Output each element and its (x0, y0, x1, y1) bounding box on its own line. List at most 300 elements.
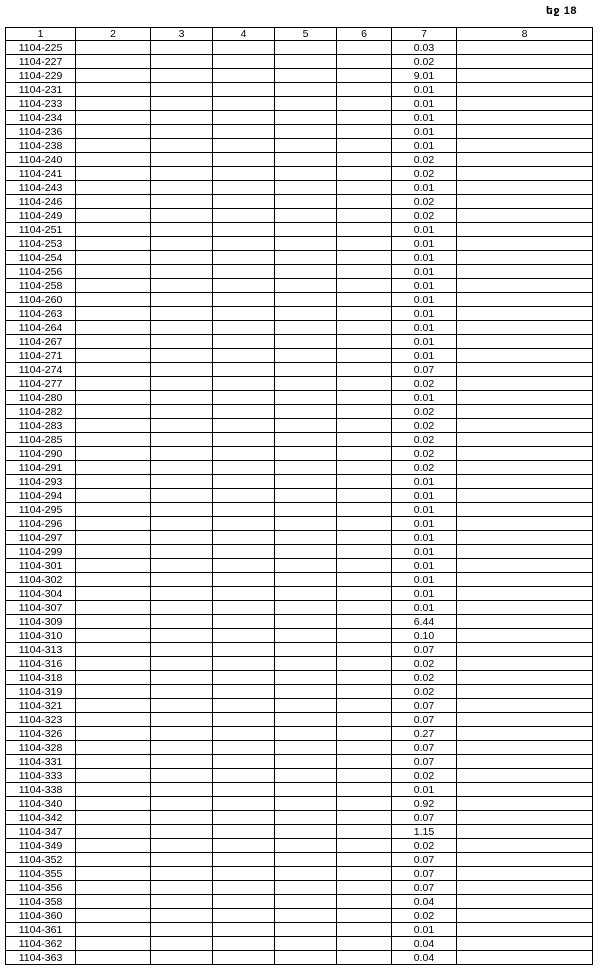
empty-cell (76, 503, 151, 517)
row-value-cell: 0.01 (392, 517, 457, 531)
empty-cell (275, 447, 337, 461)
empty-cell (213, 601, 275, 615)
table-row (6, 363, 593, 377)
empty-cell (457, 433, 593, 447)
row-code-cell: 1104-285 (6, 433, 76, 447)
row-code-cell: 1104-234 (6, 111, 76, 125)
empty-cell (213, 433, 275, 447)
empty-cell (275, 517, 337, 531)
empty-cell (457, 895, 593, 909)
empty-cell (457, 811, 593, 825)
empty-cell (457, 307, 593, 321)
empty-cell (213, 769, 275, 783)
empty-cell (275, 727, 337, 741)
empty-cell (76, 615, 151, 629)
empty-cell (213, 517, 275, 531)
empty-cell (337, 83, 392, 97)
empty-cell (275, 839, 337, 853)
empty-cell (76, 461, 151, 475)
empty-cell (151, 657, 213, 671)
empty-cell (213, 293, 275, 307)
empty-cell (76, 685, 151, 699)
row-code-cell: 1104-267 (6, 335, 76, 349)
column-header-1: 1 (6, 28, 76, 41)
table-row (6, 181, 593, 195)
empty-cell (151, 139, 213, 153)
empty-cell (151, 867, 213, 881)
row-code-cell: 1104-326 (6, 727, 76, 741)
row-value-cell: 0.01 (392, 251, 457, 265)
table-row (6, 41, 593, 55)
empty-cell (275, 167, 337, 181)
empty-cell (457, 391, 593, 405)
empty-cell (151, 909, 213, 923)
row-value-cell: 0.02 (392, 153, 457, 167)
empty-cell (151, 293, 213, 307)
empty-cell (213, 671, 275, 685)
empty-cell (151, 825, 213, 839)
row-code-cell: 1104-310 (6, 629, 76, 643)
table-row (6, 699, 593, 713)
empty-cell (76, 811, 151, 825)
empty-cell (213, 573, 275, 587)
empty-cell (275, 97, 337, 111)
empty-cell (337, 671, 392, 685)
table-row (6, 573, 593, 587)
row-code-cell: 1104-323 (6, 713, 76, 727)
empty-cell (213, 139, 275, 153)
row-code-cell: 1104-349 (6, 839, 76, 853)
empty-cell (151, 475, 213, 489)
empty-cell (151, 153, 213, 167)
empty-cell (337, 349, 392, 363)
empty-cell (213, 895, 275, 909)
empty-cell (337, 293, 392, 307)
empty-cell (76, 951, 151, 965)
empty-cell (275, 433, 337, 447)
empty-cell (457, 447, 593, 461)
empty-cell (337, 839, 392, 853)
row-value-cell: 0.04 (392, 895, 457, 909)
empty-cell (275, 601, 337, 615)
table-row (6, 657, 593, 671)
empty-cell (76, 727, 151, 741)
row-value-cell: 0.07 (392, 363, 457, 377)
empty-cell (213, 951, 275, 965)
empty-cell (457, 83, 593, 97)
row-value-cell: 0.01 (392, 503, 457, 517)
row-value-cell: 0.02 (392, 839, 457, 853)
table-row (6, 853, 593, 867)
empty-cell (275, 377, 337, 391)
empty-cell (76, 293, 151, 307)
row-code-cell: 1104-277 (6, 377, 76, 391)
table-row (6, 125, 593, 139)
table-row (6, 279, 593, 293)
empty-cell (337, 307, 392, 321)
table-row (6, 601, 593, 615)
empty-cell (151, 125, 213, 139)
empty-cell (337, 461, 392, 475)
row-code-cell: 1104-263 (6, 307, 76, 321)
row-value-cell: 0.01 (392, 573, 457, 587)
row-code-cell: 1104-295 (6, 503, 76, 517)
empty-cell (275, 797, 337, 811)
empty-cell (213, 391, 275, 405)
empty-cell (151, 517, 213, 531)
empty-cell (457, 363, 593, 377)
row-value-cell: 0.01 (392, 559, 457, 573)
empty-cell (337, 503, 392, 517)
empty-cell (275, 503, 337, 517)
empty-cell (213, 615, 275, 629)
empty-cell (275, 111, 337, 125)
row-code-cell: 1104-304 (6, 587, 76, 601)
row-code-cell: 1104-254 (6, 251, 76, 265)
column-header-2: 2 (76, 28, 151, 41)
row-value-cell: 0.02 (392, 209, 457, 223)
empty-cell (275, 559, 337, 573)
empty-cell (457, 615, 593, 629)
empty-cell (151, 41, 213, 55)
row-code-cell: 1104-258 (6, 279, 76, 293)
empty-cell (457, 629, 593, 643)
empty-cell (76, 41, 151, 55)
table-row (6, 55, 593, 69)
table-row (6, 713, 593, 727)
row-value-cell: 0.01 (392, 391, 457, 405)
empty-cell (275, 83, 337, 97)
empty-cell (76, 699, 151, 713)
empty-cell (457, 55, 593, 69)
row-value-cell: 0.02 (392, 657, 457, 671)
row-value-cell: 0.01 (392, 265, 457, 279)
row-value-cell: 0.02 (392, 461, 457, 475)
empty-cell (457, 321, 593, 335)
row-value-cell: 0.01 (392, 97, 457, 111)
empty-cell (151, 83, 213, 97)
empty-cell (76, 55, 151, 69)
empty-cell (76, 839, 151, 853)
empty-cell (275, 237, 337, 251)
row-code-cell: 1104-299 (6, 545, 76, 559)
empty-cell (337, 69, 392, 83)
row-value-cell: 0.02 (392, 909, 457, 923)
empty-cell (213, 265, 275, 279)
empty-cell (337, 237, 392, 251)
empty-cell (213, 797, 275, 811)
empty-cell (337, 657, 392, 671)
empty-cell (275, 363, 337, 377)
row-value-cell: 0.01 (392, 601, 457, 615)
empty-cell (151, 321, 213, 335)
empty-cell (76, 629, 151, 643)
empty-cell (213, 531, 275, 545)
empty-cell (151, 307, 213, 321)
empty-cell (76, 755, 151, 769)
empty-cell (275, 223, 337, 237)
empty-cell (337, 797, 392, 811)
empty-cell (337, 195, 392, 209)
empty-cell (151, 181, 213, 195)
table-row (6, 755, 593, 769)
empty-cell (213, 237, 275, 251)
empty-cell (337, 643, 392, 657)
empty-cell (275, 489, 337, 503)
table-row (6, 517, 593, 531)
row-value-cell: 0.07 (392, 713, 457, 727)
empty-cell (151, 811, 213, 825)
empty-cell (457, 601, 593, 615)
empty-cell (337, 363, 392, 377)
empty-cell (457, 97, 593, 111)
empty-cell (275, 209, 337, 223)
row-code-cell: 1104-296 (6, 517, 76, 531)
row-code-cell: 1104-233 (6, 97, 76, 111)
empty-cell (275, 909, 337, 923)
empty-cell (151, 559, 213, 573)
empty-cell (213, 335, 275, 349)
empty-cell (213, 125, 275, 139)
empty-cell (213, 97, 275, 111)
empty-cell (275, 937, 337, 951)
empty-cell (275, 195, 337, 209)
empty-cell (151, 741, 213, 755)
table-row (6, 769, 593, 783)
table-row (6, 727, 593, 741)
empty-cell (275, 531, 337, 545)
empty-cell (76, 587, 151, 601)
row-value-cell: 0.01 (392, 125, 457, 139)
empty-cell (76, 853, 151, 867)
empty-cell (337, 559, 392, 573)
empty-cell (151, 433, 213, 447)
empty-cell (213, 755, 275, 769)
row-value-cell: 0.01 (392, 83, 457, 97)
empty-cell (213, 223, 275, 237)
empty-cell (213, 489, 275, 503)
empty-cell (337, 937, 392, 951)
empty-cell (213, 545, 275, 559)
empty-cell (213, 167, 275, 181)
empty-cell (337, 601, 392, 615)
empty-cell (213, 55, 275, 69)
empty-cell (213, 699, 275, 713)
row-value-cell: 0.02 (392, 419, 457, 433)
table-row (6, 839, 593, 853)
row-value-cell: 0.07 (392, 699, 457, 713)
row-value-cell: 0.01 (392, 181, 457, 195)
row-code-cell: 1104-356 (6, 881, 76, 895)
row-value-cell: 0.02 (392, 377, 457, 391)
empty-cell (213, 685, 275, 699)
empty-cell (151, 69, 213, 83)
empty-cell (337, 433, 392, 447)
empty-cell (337, 615, 392, 629)
empty-cell (275, 461, 337, 475)
row-code-cell: 1104-362 (6, 937, 76, 951)
empty-cell (76, 825, 151, 839)
empty-cell (457, 209, 593, 223)
empty-cell (337, 867, 392, 881)
empty-cell (337, 783, 392, 797)
empty-cell (275, 125, 337, 139)
empty-cell (275, 643, 337, 657)
row-value-cell: 0.02 (392, 167, 457, 181)
empty-cell (337, 853, 392, 867)
row-code-cell: 1104-264 (6, 321, 76, 335)
row-value-cell: 0.01 (392, 545, 457, 559)
empty-cell (275, 881, 337, 895)
empty-cell (275, 419, 337, 433)
row-code-cell: 1104-236 (6, 125, 76, 139)
empty-cell (275, 769, 337, 783)
empty-cell (457, 741, 593, 755)
empty-cell (457, 797, 593, 811)
row-code-cell: 1104-307 (6, 601, 76, 615)
empty-cell (457, 237, 593, 251)
empty-cell (151, 629, 213, 643)
row-value-cell: 0.04 (392, 937, 457, 951)
row-value-cell: 0.07 (392, 811, 457, 825)
empty-cell (76, 433, 151, 447)
row-value-cell: 0.07 (392, 755, 457, 769)
empty-cell (275, 825, 337, 839)
table-row (6, 881, 593, 895)
row-code-cell: 1104-361 (6, 923, 76, 937)
row-value-cell: 0.10 (392, 629, 457, 643)
empty-cell (457, 531, 593, 545)
empty-cell (76, 349, 151, 363)
empty-cell (457, 685, 593, 699)
table-row (6, 69, 593, 83)
row-code-cell: 1104-328 (6, 741, 76, 755)
empty-cell (213, 461, 275, 475)
empty-cell (337, 391, 392, 405)
empty-cell (213, 279, 275, 293)
table-row (6, 951, 593, 965)
empty-cell (457, 559, 593, 573)
empty-cell (76, 447, 151, 461)
empty-cell (213, 839, 275, 853)
empty-cell (213, 363, 275, 377)
empty-cell (76, 111, 151, 125)
header-row (6, 28, 593, 41)
table-row (6, 643, 593, 657)
empty-cell (275, 265, 337, 279)
empty-cell (457, 475, 593, 489)
table-row (6, 223, 593, 237)
empty-cell (151, 951, 213, 965)
empty-cell (457, 181, 593, 195)
row-code-cell: 1104-251 (6, 223, 76, 237)
empty-cell (275, 153, 337, 167)
empty-cell (151, 279, 213, 293)
empty-cell (457, 279, 593, 293)
empty-cell (337, 685, 392, 699)
column-header-6: 6 (337, 28, 392, 41)
empty-cell (275, 951, 337, 965)
empty-cell (457, 167, 593, 181)
empty-cell (76, 769, 151, 783)
row-code-cell: 1104-293 (6, 475, 76, 489)
empty-cell (337, 545, 392, 559)
row-code-cell: 1104-347 (6, 825, 76, 839)
empty-cell (337, 279, 392, 293)
empty-cell (275, 685, 337, 699)
empty-cell (151, 195, 213, 209)
empty-cell (151, 643, 213, 657)
empty-cell (457, 377, 593, 391)
empty-cell (76, 209, 151, 223)
empty-cell (457, 727, 593, 741)
empty-cell (213, 307, 275, 321)
row-value-cell: 0.02 (392, 671, 457, 685)
table-row (6, 391, 593, 405)
empty-cell (213, 251, 275, 265)
empty-cell (151, 755, 213, 769)
empty-cell (151, 699, 213, 713)
empty-cell (76, 181, 151, 195)
empty-cell (213, 937, 275, 951)
row-value-cell: 6.44 (392, 615, 457, 629)
empty-cell (457, 951, 593, 965)
empty-cell (151, 895, 213, 909)
empty-cell (213, 643, 275, 657)
empty-cell (275, 335, 337, 349)
row-code-cell: 1104-316 (6, 657, 76, 671)
empty-cell (76, 783, 151, 797)
empty-cell (151, 349, 213, 363)
empty-cell (275, 615, 337, 629)
empty-cell (457, 405, 593, 419)
row-code-cell: 1104-363 (6, 951, 76, 965)
empty-cell (213, 881, 275, 895)
table-row (6, 895, 593, 909)
table-row (6, 265, 593, 279)
empty-cell (151, 685, 213, 699)
empty-cell (457, 335, 593, 349)
table-row (6, 545, 593, 559)
empty-cell (213, 867, 275, 881)
empty-cell (76, 195, 151, 209)
empty-cell (76, 797, 151, 811)
empty-cell (76, 741, 151, 755)
empty-cell (275, 405, 337, 419)
empty-cell (213, 657, 275, 671)
row-value-cell: 0.01 (392, 321, 457, 335)
empty-cell (337, 419, 392, 433)
empty-cell (457, 251, 593, 265)
empty-cell (213, 209, 275, 223)
empty-cell (457, 223, 593, 237)
empty-cell (337, 335, 392, 349)
row-value-cell: 0.01 (392, 237, 457, 251)
empty-cell (457, 545, 593, 559)
empty-cell (275, 923, 337, 937)
empty-cell (151, 797, 213, 811)
empty-cell (457, 461, 593, 475)
empty-cell (151, 671, 213, 685)
table-row (6, 335, 593, 349)
table-row (6, 475, 593, 489)
empty-cell (213, 377, 275, 391)
data-table (5, 27, 593, 965)
empty-cell (337, 909, 392, 923)
empty-cell (275, 671, 337, 685)
empty-cell (457, 699, 593, 713)
empty-cell (275, 349, 337, 363)
